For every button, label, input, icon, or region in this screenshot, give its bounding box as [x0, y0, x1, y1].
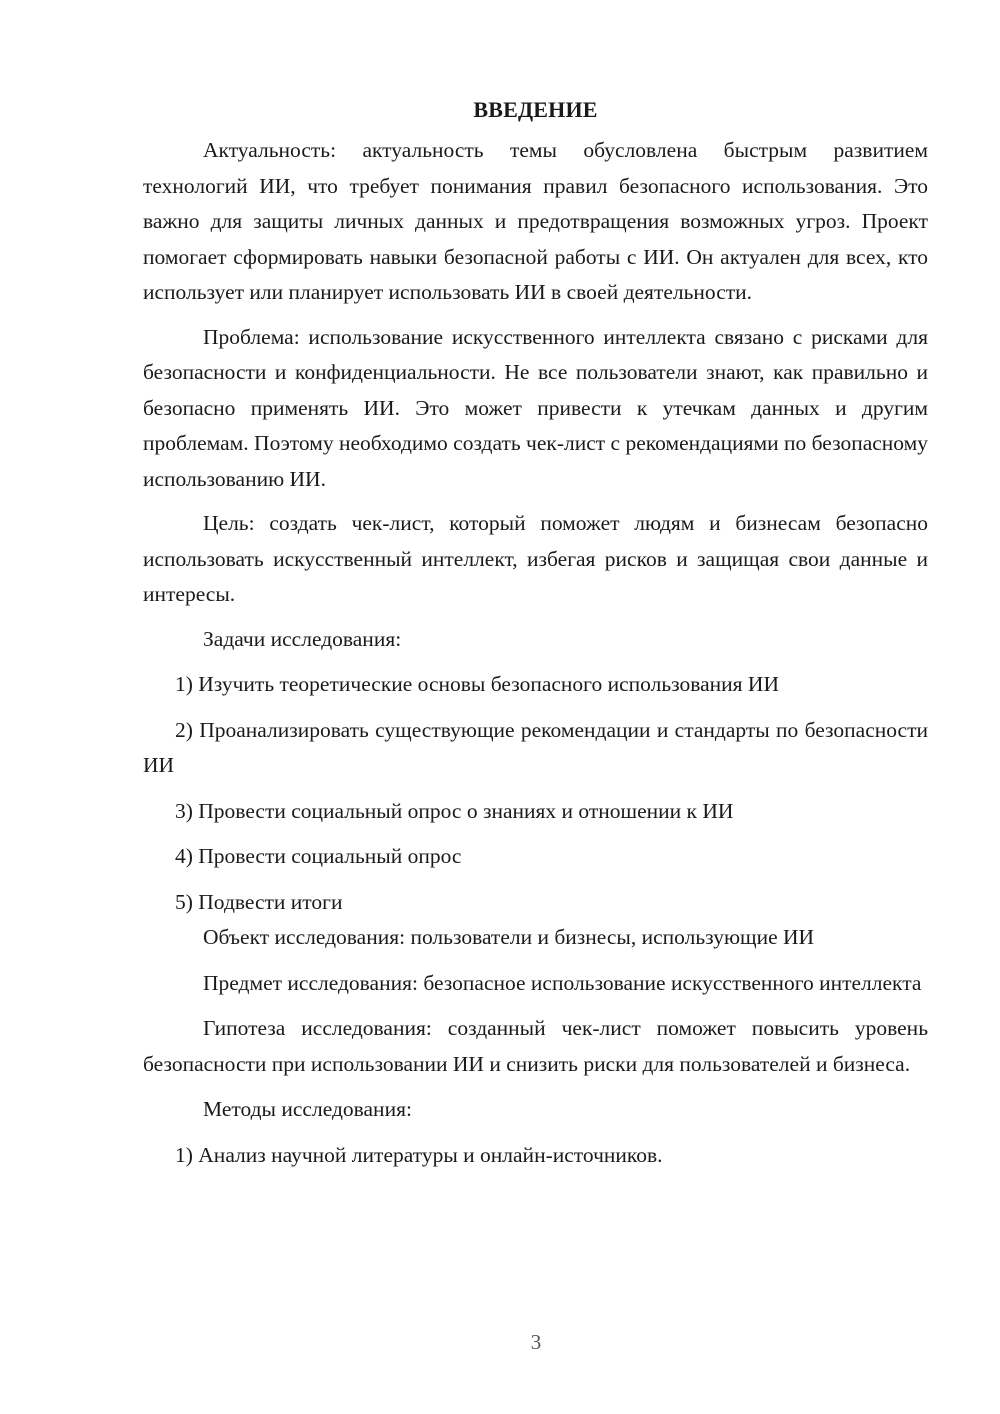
- task-item-5: 5) Подвести итоги: [175, 889, 343, 914]
- task-item-2: 2) Проанализировать существующие рекомендации и стандарты по безопасности ИИ: [143, 717, 928, 777]
- methods-title: Методы исследования:: [203, 1097, 412, 1121]
- paragraph-relevance: Актуальность: актуальность темы обусловлена быстрым развитием технологий ИИ, что требует понимания правил безопасного использования. Это важно для защиты личных данных и предотвращения возможных угроз. Проект помогает сформировать навыки безопасной работы с ИИ. Он актуален для всех, кто использует или планирует использовать ИИ в своей деятельности.: [143, 138, 928, 304]
- paragraph-object: Объект исследования: пользователи и бизнесы, использующие ИИ: [203, 925, 815, 949]
- paragraph-hypothesis: Гипотеза исследования: созданный чек-лист поможет повысить уровень безопасности при использовании ИИ и снизить риски для пользователей и бизнеса.: [143, 1016, 928, 1076]
- document-page: [143, 92, 928, 1183]
- paragraph-goal: Цель: создать чек-лист, который поможет людям и бизнесам безопасно использовать искусственный интеллект, избегая рисков и защищая свои данные и интересы.: [143, 511, 928, 606]
- task-item-1: 1) Изучить теоретические основы безопасного использования ИИ: [175, 672, 779, 696]
- tasks-title: Задачи исследования:: [203, 626, 402, 651]
- method-item-1: 1) Анализ научной литературы и онлайн-источников.: [175, 1142, 663, 1167]
- paragraph-subject: Предмет исследования: безопасное использование искусственного интеллекта: [203, 970, 922, 995]
- task-item-4: 4) Провести социальный опрос: [175, 844, 462, 868]
- task-item-3: 3) Провести социальный опрос о знаниях и отношении к ИИ: [175, 798, 734, 823]
- page-number: 3: [530, 1330, 542, 1354]
- section-heading: ВВЕДЕНИЕ: [473, 97, 598, 122]
- paragraph-problem: Проблема: использование искусственного интеллекта связано с рисками для безопасности и конфиденциальности. Не все пользователи знают, как правильно и безопасно применять ИИ. Это может привести к утечкам данных и другим проблемам. Поэтому необходимо создать чек-лист с рекомендациями по безопасному использованию ИИ.: [143, 324, 928, 491]
